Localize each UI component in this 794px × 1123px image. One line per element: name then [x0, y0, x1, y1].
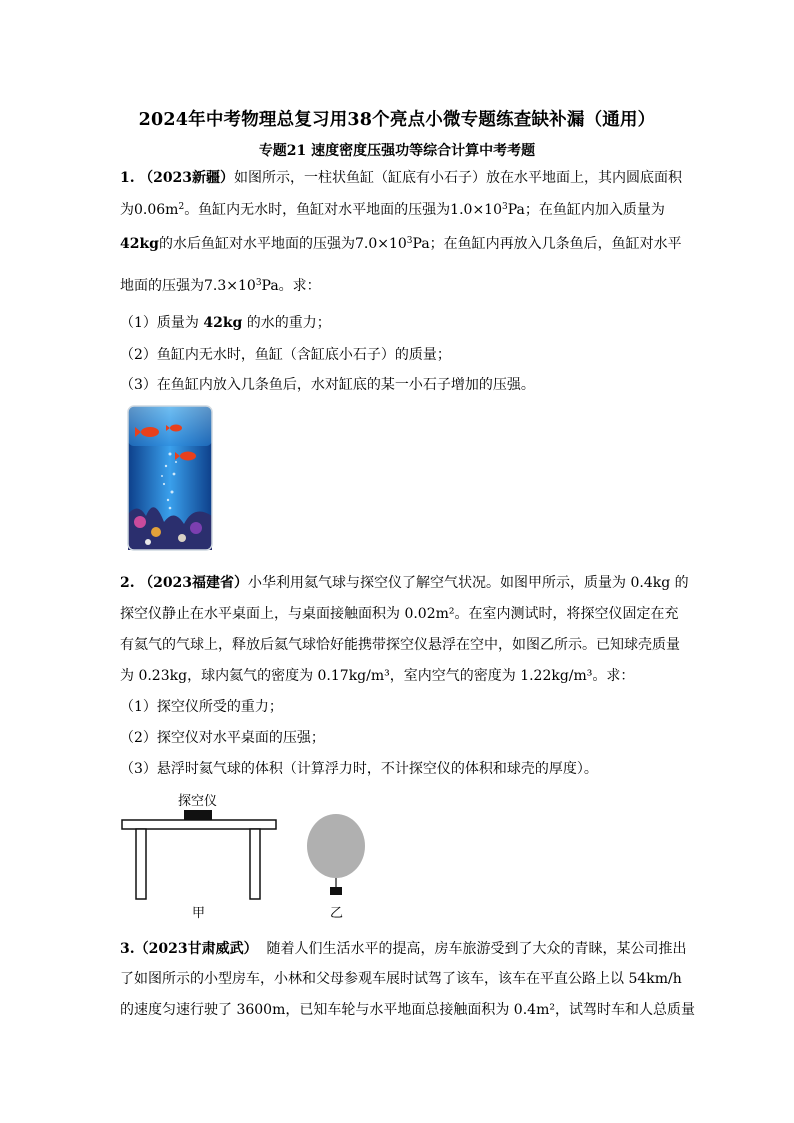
q1-source: （2023新疆）	[139, 170, 235, 186]
q2-text-1: 小华利用氦气球与探空仪了解空气状况。如图甲所示，质量为 0.4kg 的	[248, 575, 689, 591]
q1-sup-2a: 2	[178, 202, 185, 212]
fish-tank-image	[126, 404, 214, 552]
q1-sub-1a: （1）质量为	[120, 315, 204, 331]
q3-source: （2023甘肃威武）	[134, 941, 258, 957]
q1-number: 1.	[120, 170, 135, 186]
q1-line-3	[120, 233, 680, 253]
q1-text-1: 如图所示，一柱状鱼缸（缸底有小石子）放在水平地面上，其内圆底面积	[234, 170, 683, 186]
device-label: 探空仪	[178, 794, 218, 809]
q2-figure	[118, 788, 378, 921]
q1-text-2a: 为0.06m	[120, 202, 179, 218]
table-top	[122, 820, 276, 829]
q1-sub-3: （3）在鱼缸内放入几条鱼后，水对缸底的某一小石子增加的压强。	[120, 377, 535, 393]
q2-line-2: 探空仪静止在水平桌面上，与桌面接触面积为 0.02m²。在室内测试时，将探空仪固定在充	[120, 606, 679, 622]
q1-sub-2: （2）鱼缸内无水时，鱼缸（含缸底小石子）的质量；	[120, 347, 451, 363]
q2-line-3: 有氦气的气球上，释放后氦气球恰好能携带探空仪悬浮在空中，如图乙所示。已知球壳质量	[120, 637, 680, 653]
q1-sub-1b: 42kg	[203, 315, 243, 331]
q2-sub-1: （1）探空仪所受的重力；	[120, 699, 283, 715]
q2-line-4: 为 0.23kg，球内氦气的密度为 0.17kg/m³，室内空气的密度为 1.22kg/m³。求：	[120, 668, 635, 684]
sounding-device-on-table	[184, 810, 212, 820]
q1-line-4	[120, 275, 680, 295]
q1-text-4b: Pa。求：	[261, 278, 321, 294]
page-title: 2024年中考物理总复习用38个亮点小微专题练查缺补漏（通用）	[138, 110, 656, 130]
q1-sub-1	[120, 312, 680, 332]
q2-sub-2: （2）探空仪对水平桌面的压强；	[120, 730, 325, 746]
q2-line-1	[120, 572, 689, 592]
page-subtitle: 专题21 速度密度压强功等综合计算中考考题	[258, 143, 536, 159]
q1-text-4a: 地面的压强为7.3×10	[120, 278, 256, 294]
q2-source: （2023福建省）	[139, 575, 249, 591]
q1-sup-3: 3	[406, 236, 413, 246]
q1-text-3b: 的水后鱼缸对水平地面的压强为7.0×10	[158, 236, 407, 252]
helium-balloon	[307, 814, 365, 878]
figure-b-label: 乙	[330, 906, 344, 921]
table-balloon-drawing	[118, 788, 378, 918]
q3-line-1	[120, 938, 687, 958]
q2-sub-3: （3）悬浮时氦气球的体积（计算浮力时，不计探空仪的体积和球壳的厚度）。	[120, 761, 598, 777]
q1-sub-1c: 的水的重力；	[242, 315, 331, 331]
sounding-device-hanging	[330, 887, 342, 895]
q1-text-3a: 42kg	[120, 236, 159, 252]
q1-sup-2b: 3	[502, 202, 508, 212]
q3-line-2: 了如图所示的小型房车，小林和父母参观车展时试驾了该车，该车在平直公路上以 54km/h	[120, 971, 682, 987]
q1-line-2	[120, 199, 680, 219]
figure-a-label: 甲	[192, 906, 206, 921]
q3-number: 3.	[120, 941, 135, 957]
q3-text-1: 随着人们生活水平的提高，房车旅游受到了大众的青睐，某公司推出	[266, 941, 687, 957]
q1-text-2b: 。鱼缸内无水时，鱼缸对水平地面的压强为1.0×10	[184, 202, 502, 218]
q3-line-3: 的速度匀速行驶了 3600m，已知车轮与水平地面总接触面积为 0.4m²，试驾时车和人总质量	[120, 1002, 695, 1018]
table-leg-left	[136, 829, 146, 899]
q1-sup-4: 3	[255, 278, 262, 288]
q2-number: 2.	[120, 575, 135, 591]
table-leg-right	[250, 829, 260, 899]
q1-text-3c: Pa；在鱼缸内再放入几条鱼后，鱼缸对水平	[412, 236, 682, 252]
q1-text-2c: Pa；在鱼缸内加入质量为	[507, 202, 665, 218]
q1-line-1	[120, 167, 683, 187]
